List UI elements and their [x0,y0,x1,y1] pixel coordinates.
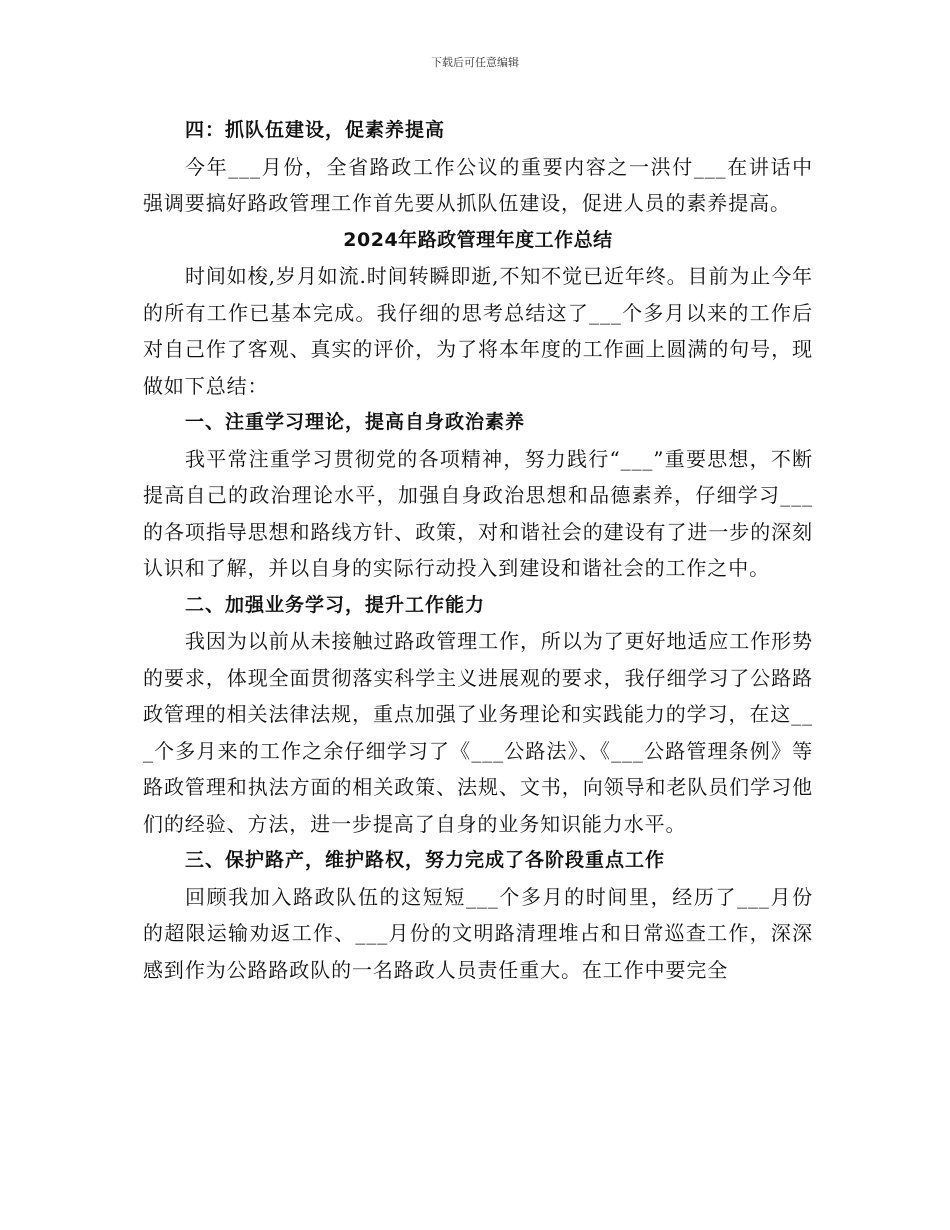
document-body [143,112,813,988]
section-heading: 三、保护路产，维护路权，努力完成了各阶段重点工作 [185,849,666,871]
paragraph: 我平常注重学习贯彻党的各项精神，努力践行“___”重要思想，不断提高自己的政治理论水平，加强自身政治思想和品德素养，仔细学习___的各项指导思想和路线方针、政策，对和谐社会的建设有了进一步的深刻认识和了解，并以自身的实际行动投入到建设和谐社会的工作之中。 [143,446,813,580]
article-title: 2024年路政管理年度工作总结 [343,228,613,251]
page-header-note: 下载后可任意编辑 [431,56,519,69]
paragraph: 回顾我加入路政队伍的这短短___个多月的时间里，经历了___月份的超限运输劝返工作、___月份的文明路清理堆占和日常巡查工作，深深感到作为公路路政队的一名路政人员责任重大。在工作中要完全 [143,884,813,982]
section-heading: 四：抓队伍建设，促素养提高 [185,119,446,141]
section-heading: 二、加强业务学习，提升工作能力 [185,593,486,616]
paragraph: 今年___月份，全省路政工作公议的重要内容之一洪付___在讲话中强调要搞好路政管理工作首先要从抓队伍建设，促进人员的素养提高。 [143,154,813,215]
intro-paragraph: 时间如梭,岁月如流.时间转瞬即逝,不知不觉已近年终。目前为止今年的所有工作已基本完成。我仔细的思考总结这了___个多月以来的工作后对自己作了客观、真实的评价，为了将本年度的工作画上圆满的句号，现做如下总结： [143,264,813,398]
paragraph: 我因为以前从未接触过路政管理工作，所以为了更好地适应工作形势的要求，体现全面贯彻落实科学主义进展观的要求，我仔细学习了公路路政管理的相关法律法规，重点加强了业务理论和实践能力的学习，在这___个多月来的工作之余仔细学习了《___公路法》、《___公路管理条例》等路政管理和执法方面的相关政策、法规、文书，向领导和老队员们学习他们的经验、方法，进一步提高了自身的业务知识能力水平。 [143,629,813,836]
section-heading: 一、注重学习理论，提高自身政治素养 [185,411,526,433]
